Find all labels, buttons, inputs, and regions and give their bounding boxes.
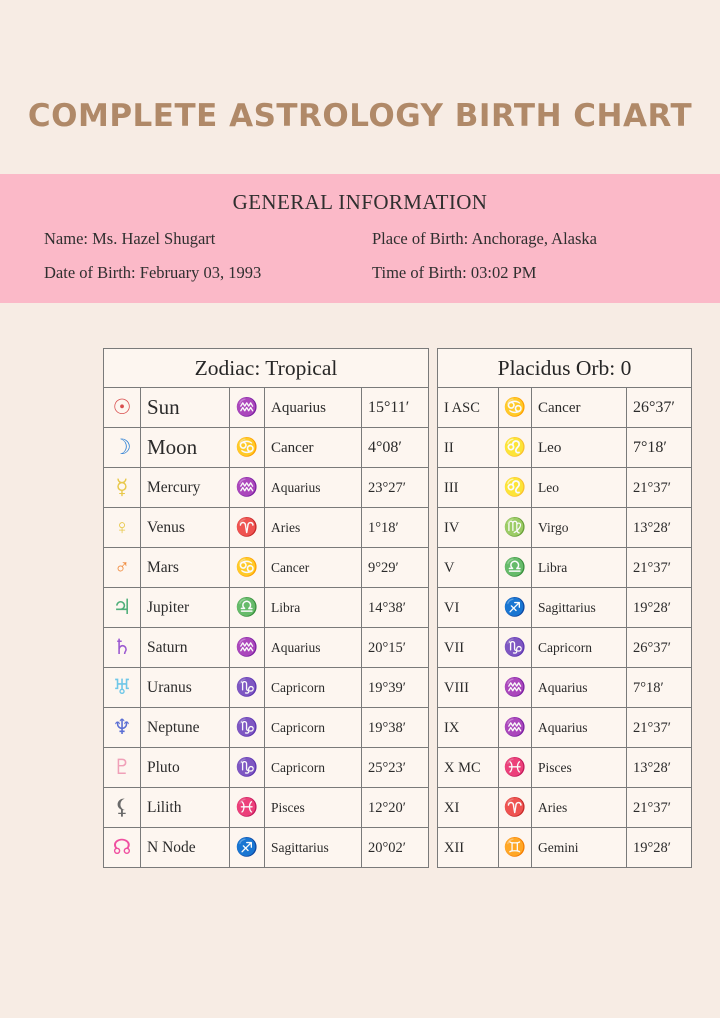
planet-name-cell [141,428,230,468]
planet-sign-cell [265,788,362,828]
degree-value: 23°27′ [368,479,406,496]
house-number: III [444,479,459,496]
planet-sign-cell [265,628,362,668]
house-sign-glyph-cell [499,748,532,788]
zodiac-sign-label: Aquarius [271,399,326,416]
planet-glyph-icon: ♂ [114,554,130,579]
zodiac-sign-icon: ♒ [503,716,527,737]
planet-name-cell [141,548,230,588]
planet-name-cell [141,708,230,748]
house-degree-cell [627,668,692,708]
zodiac-sign-label: Leo [538,439,562,456]
house-sign-glyph-cell [499,388,532,428]
house-sign-cell [532,788,627,828]
house-number-cell [438,628,499,668]
planet-name: Moon [147,435,198,459]
planets-table-head [104,349,429,388]
house-sign-glyph-cell [499,828,532,868]
table-row [438,708,692,748]
planets-table [103,348,429,868]
zodiac-sign-icon: ♋ [235,556,259,577]
table-row [438,548,692,588]
house-number-cell [438,468,499,508]
zodiac-sign-icon: ♌ [503,476,527,497]
houses-table [437,348,692,868]
planet-degree-cell [362,388,429,428]
degree-value: 20°02′ [368,839,406,856]
house-sign-cell [532,548,627,588]
planet-name-cell [141,668,230,708]
time-of-birth-field: Time of Birth: 03:02 PM [372,263,537,282]
zodiac-sign-label: Pisces [271,799,305,815]
planets-table-body [104,388,429,868]
planet-glyph-icon: ♇ [112,754,132,779]
house-sign-glyph-cell [499,428,532,468]
table-row [438,588,692,628]
degree-value: 4°08′ [368,438,402,456]
degree-value: 20°15′ [368,639,406,656]
degree-value: 12°20′ [368,799,406,816]
house-sign-cell [532,588,627,628]
degree-value: 7°18′ [633,438,667,456]
house-number-cell [438,508,499,548]
table-row [104,748,429,788]
zodiac-sign-label: Gemini [538,839,579,855]
table-row [438,828,692,868]
planet-sign-glyph-cell [230,508,265,548]
zodiac-sign-icon: ♍ [503,516,527,537]
degree-value: 25°23′ [368,759,406,776]
planet-glyph-cell [104,708,141,748]
house-sign-cell [532,708,627,748]
house-number-cell [438,788,499,828]
planet-sign-cell [265,588,362,628]
planet-sign-glyph-cell [230,628,265,668]
degree-value: 26°37′ [633,398,675,416]
planet-glyph-cell [104,548,141,588]
planet-name-cell [141,508,230,548]
house-number-cell [438,748,499,788]
house-number: VII [444,639,465,656]
house-degree-cell [627,748,692,788]
planet-glyph-cell [104,588,141,628]
degree-value: 13°28′ [633,519,671,536]
planet-glyph-cell [104,668,141,708]
date-of-birth-field: Date of Birth: February 03, 1993 [44,263,262,282]
planet-glyph-cell [104,788,141,828]
degree-value: 9°29′ [368,559,399,576]
planet-sign-cell [265,508,362,548]
planet-name-cell [141,628,230,668]
general-information-heading: GENERAL INFORMATION [232,190,488,214]
table-row [104,508,429,548]
planet-name-cell [141,828,230,868]
planet-degree-cell [362,428,429,468]
planets-table-header: Zodiac: Tropical [104,349,429,388]
planet-sign-glyph-cell [230,468,265,508]
house-sign-glyph-cell [499,588,532,628]
zodiac-sign-icon: ♑ [235,756,259,777]
planet-glyph-cell [104,628,141,668]
house-degree-cell [627,588,692,628]
zodiac-sign-icon: ♒ [235,396,259,417]
table-row [104,828,429,868]
zodiac-sign-label: Libra [538,559,568,575]
zodiac-sign-icon: ♒ [235,476,259,497]
house-number: II [444,439,454,456]
table-row [104,548,429,588]
house-sign-glyph-cell [499,548,532,588]
house-number: XII [444,839,465,856]
house-number-cell [438,548,499,588]
house-number: I ASC [444,399,480,416]
houses-table-header: Placidus Orb: 0 [438,349,692,388]
degree-value: 21°37′ [633,479,671,496]
chart-tables [103,348,692,868]
planet-glyph-icon: ⚸ [114,794,130,819]
zodiac-sign-label: Virgo [538,519,569,535]
house-sign-cell [532,468,627,508]
house-degree-cell [627,548,692,588]
house-sign-cell [532,748,627,788]
degree-value: 13°28′ [633,759,671,776]
planet-name: Saturn [147,638,188,656]
planet-glyph-icon: ☉ [112,394,132,419]
planet-sign-glyph-cell [230,828,265,868]
planet-glyph-icon: ♄ [112,634,132,659]
degree-value: 19°28′ [633,839,671,856]
planet-name: N Node [147,838,196,856]
table-row [104,468,429,508]
planet-name: Mercury [147,478,201,496]
zodiac-sign-label: Cancer [271,439,314,456]
zodiac-sign-icon: ♒ [235,636,259,657]
zodiac-sign-label: Leo [538,479,559,495]
planet-name-cell [141,388,230,428]
house-degree-cell [627,388,692,428]
table-row [438,788,692,828]
planet-glyph-cell [104,388,141,428]
planet-glyph-icon: ☿ [115,474,129,499]
zodiac-sign-label: Libra [271,599,301,615]
planet-sign-cell [265,668,362,708]
planet-glyph-icon: ♆ [112,714,132,739]
house-number: IX [444,719,460,736]
general-information-band [0,174,720,303]
house-number-cell [438,828,499,868]
zodiac-sign-icon: ♋ [503,396,527,417]
zodiac-sign-label: Cancer [271,559,310,575]
house-sign-glyph-cell [499,468,532,508]
zodiac-sign-label: Capricorn [271,679,325,695]
planet-glyph-cell [104,508,141,548]
general-information-right-column [348,229,676,283]
planet-degree-cell [362,668,429,708]
planet-sign-cell [265,828,362,868]
name-field: Name: Ms. Hazel Shugart [44,229,216,248]
degree-value: 7°18′ [633,679,664,696]
house-number-cell [438,708,499,748]
zodiac-sign-icon: ♒ [503,676,527,697]
table-row [104,668,429,708]
house-number: X MC [444,759,481,776]
planet-degree-cell [362,548,429,588]
house-number-cell [438,668,499,708]
houses-table-head [438,349,692,388]
zodiac-sign-label: Sagittarius [538,599,596,615]
table-row [438,388,692,428]
zodiac-sign-icon: ♓ [235,796,259,817]
house-sign-cell [532,508,627,548]
house-sign-cell [532,828,627,868]
planet-glyph-cell [104,428,141,468]
degree-value: 21°37′ [633,559,671,576]
degree-value: 19°39′ [368,679,406,696]
zodiac-sign-icon: ♈ [235,516,259,537]
planet-sign-cell [265,388,362,428]
degree-value: 19°38′ [368,719,406,736]
table-row [438,628,692,668]
house-number: V [444,559,455,576]
degree-value: 26°37′ [633,639,671,656]
planet-name: Lilith [147,798,182,816]
planet-glyph-icon: ♀ [114,514,130,539]
house-number-cell [438,428,499,468]
house-sign-cell [532,428,627,468]
planet-glyph-cell [104,748,141,788]
table-row [104,788,429,828]
house-number-cell [438,388,499,428]
house-sign-glyph-cell [499,708,532,748]
zodiac-sign-label: Capricorn [271,759,325,775]
zodiac-sign-label: Capricorn [538,639,592,655]
planet-name: Mars [147,558,179,576]
house-sign-glyph-cell [499,628,532,668]
table-row [104,588,429,628]
planet-sign-cell [265,468,362,508]
zodiac-sign-icon: ♈ [503,796,527,817]
planet-glyph-icon: ☊ [112,834,132,859]
zodiac-sign-icon: ♑ [235,676,259,697]
planet-sign-cell [265,708,362,748]
table-row [438,748,692,788]
planet-degree-cell [362,788,429,828]
planet-name-cell [141,788,230,828]
planet-sign-glyph-cell [230,748,265,788]
planet-degree-cell [362,828,429,868]
house-number-cell [438,588,499,628]
zodiac-sign-icon: ♊ [503,836,527,857]
planet-glyph-icon: ♃ [112,594,132,619]
planet-degree-cell [362,748,429,788]
planet-name: Sun [147,395,180,419]
zodiac-sign-icon: ♑ [503,636,527,657]
house-sign-glyph-cell [499,668,532,708]
house-degree-cell [627,428,692,468]
degree-value: 21°37′ [633,799,671,816]
table-row [438,508,692,548]
zodiac-sign-icon: ♐ [503,596,527,617]
table-row [104,388,429,428]
zodiac-sign-label: Capricorn [271,719,325,735]
degree-value: 19°28′ [633,599,671,616]
planet-sign-glyph-cell [230,388,265,428]
table-row [438,428,692,468]
zodiac-sign-icon: ♎ [503,556,527,577]
degree-value: 14°38′ [368,599,406,616]
zodiac-sign-icon: ♑ [235,716,259,737]
houses-table-body [438,388,692,868]
house-degree-cell [627,708,692,748]
house-degree-cell [627,508,692,548]
planet-sign-glyph-cell [230,708,265,748]
zodiac-sign-icon: ♎ [235,596,259,617]
zodiac-sign-label: Aquarius [271,479,321,495]
zodiac-sign-label: Sagittarius [271,839,329,855]
planet-degree-cell [362,588,429,628]
planet-sign-cell [265,428,362,468]
planet-glyph-icon: ♅ [112,674,132,699]
degree-value: 21°37′ [633,719,671,736]
planet-degree-cell [362,468,429,508]
house-number: XI [444,799,460,816]
house-sign-cell [532,668,627,708]
house-degree-cell [627,628,692,668]
zodiac-sign-icon: ♋ [235,436,259,457]
house-sign-glyph-cell [499,788,532,828]
zodiac-sign-label: Cancer [538,399,581,416]
planet-sign-glyph-cell [230,428,265,468]
house-number: VI [444,599,460,616]
planet-glyph-cell [104,828,141,868]
planet-name: Venus [147,518,185,536]
zodiac-sign-label: Aries [538,799,568,815]
planet-name: Neptune [147,718,200,736]
table-row [438,668,692,708]
planet-degree-cell [362,508,429,548]
zodiac-sign-icon: ♓ [503,756,527,777]
general-information-grid [0,229,720,283]
house-degree-cell [627,468,692,508]
planet-glyph-cell [104,468,141,508]
house-degree-cell [627,828,692,868]
zodiac-sign-icon: ♐ [235,836,259,857]
zodiac-sign-label: Aquarius [271,639,321,655]
zodiac-sign-label: Aries [271,519,301,535]
zodiac-sign-label: Pisces [538,759,572,775]
place-of-birth-field: Place of Birth: Anchorage, Alaska [372,229,597,248]
house-sign-cell [532,628,627,668]
degree-value: 1°18′ [368,519,399,536]
house-sign-cell [532,388,627,428]
page-title: COMPLETE ASTROLOGY BIRTH CHART [27,98,693,134]
zodiac-sign-icon: ♌ [503,436,527,457]
house-sign-glyph-cell [499,508,532,548]
planet-sign-glyph-cell [230,588,265,628]
table-row [438,468,692,508]
planet-sign-cell [265,748,362,788]
zodiac-sign-label: Aquarius [538,719,588,735]
table-row [104,428,429,468]
table-row [104,708,429,748]
planet-name: Pluto [147,758,180,776]
planet-sign-cell [265,548,362,588]
planet-name: Jupiter [147,598,190,616]
table-row [104,628,429,668]
planet-sign-glyph-cell [230,668,265,708]
zodiac-sign-label: Aquarius [538,679,588,695]
planet-degree-cell [362,708,429,748]
planet-sign-glyph-cell [230,548,265,588]
planet-name-cell [141,748,230,788]
house-number: VIII [444,679,469,696]
general-information-left-column [44,229,348,283]
planet-name: Uranus [147,678,192,696]
house-number: IV [444,519,460,536]
degree-value: 15°11′ [368,398,410,416]
planet-glyph-icon: ☽ [112,434,132,459]
planet-name-cell [141,468,230,508]
planet-degree-cell [362,628,429,668]
planet-sign-glyph-cell [230,788,265,828]
house-degree-cell [627,788,692,828]
planet-name-cell [141,588,230,628]
